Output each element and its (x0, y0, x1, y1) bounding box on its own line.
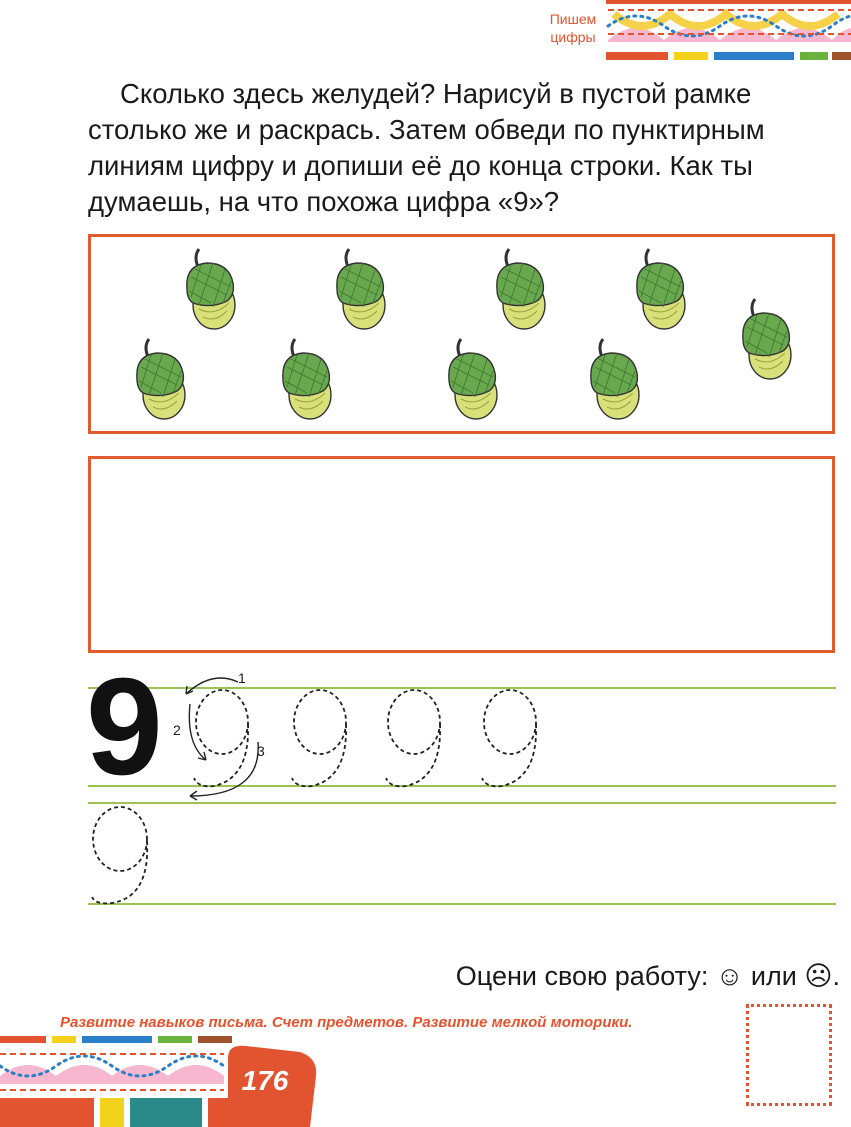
acorn-icon (277, 337, 339, 427)
self-assessment-prompt: Оцени свою работу: ☺ или ☹. (455, 961, 840, 991)
traced-digit-9 (92, 807, 147, 903)
traced-digit-9 (386, 690, 440, 786)
instruction-line: Сколько здесь желудей? Нарисуй в пустой рамке (120, 78, 752, 109)
stroke-number-1: 1 (238, 670, 246, 686)
acorn-icon (131, 337, 193, 427)
page-number: 176 (241, 1065, 289, 1096)
acorn-icon (331, 247, 393, 337)
acorn-icon (491, 247, 553, 337)
skills-caption: Развитие навыков письма. Счет предметов. Развитие мелкой моторики. (60, 1014, 633, 1031)
header-ornament (606, 0, 851, 64)
section-title-line2: цифры (550, 29, 596, 45)
instruction-line: думаешь, на что похожа цифра «9»? (88, 186, 560, 217)
stroke-arrow-3 (190, 742, 258, 796)
acorn-frame (88, 234, 835, 434)
stroke-number-3: 3 (257, 743, 265, 759)
traced-digit-9 (292, 690, 346, 786)
drawing-frame[interactable] (88, 456, 835, 653)
score-box[interactable] (746, 1004, 832, 1106)
acorn-icon (181, 247, 243, 337)
section-title (540, 10, 606, 46)
acorn-icon (631, 247, 693, 337)
stroke-number-2: 2 (173, 722, 181, 738)
acorn-icon (585, 337, 647, 427)
instruction-line: линиям цифру и допиши её до конца строки. Как ты (88, 150, 753, 181)
acorn-icon (443, 337, 505, 427)
model-digit: 9 (86, 650, 163, 804)
task-instructions (88, 76, 838, 220)
traced-digit-9 (194, 690, 248, 786)
section-title-line1: Пишем (549, 11, 597, 27)
instruction-line: столько же и раскрась. Затем обведи по пунктирным (88, 114, 765, 145)
acorn-icon (737, 297, 799, 387)
traced-digit-9 (482, 690, 536, 786)
